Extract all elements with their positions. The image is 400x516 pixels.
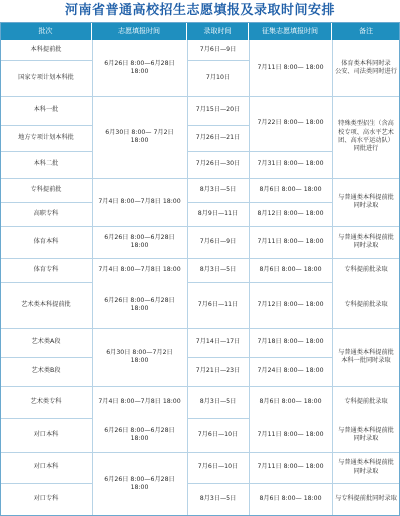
fill-time-cell: 6月30日 8:00—7月2日 18:00	[106, 348, 173, 364]
batch-cell: 体育本科	[33, 237, 59, 245]
fill-time-cell: 6月26日 8:00—6月28日 18:00	[104, 475, 175, 491]
batch-cell: 本科二批	[33, 160, 59, 168]
batch-cell: 对口本科	[33, 463, 59, 471]
admit-time-cell: 8月9日—11日	[197, 209, 239, 217]
supplement-time-cell: 7月18日 8:00— 18:00	[257, 338, 324, 346]
remark-cell: 与普通类本科提前批 同时录取	[338, 233, 394, 249]
remark-cell: 与普通类本科提前批 同时录取	[338, 459, 394, 475]
supplement-time-cell: 7月22日 8:00— 18:00	[257, 119, 324, 127]
remark-cell: 专科提前批录取	[344, 265, 388, 273]
batch-cell: 本科提前批	[30, 45, 62, 53]
supplement-time-cell: 8月12日 8:00— 18:00	[257, 209, 324, 217]
admit-time-cell: 7月6日—9日	[199, 45, 237, 53]
admit-time-cell: 7月6日—11日	[197, 300, 239, 308]
header-batch: 批次	[0, 22, 92, 40]
remark-cell: 专科提前批录取	[344, 300, 388, 308]
batch-cell: 对口专科	[33, 495, 59, 503]
supplement-time-cell: 8月6日 8:00— 18:00	[259, 185, 322, 193]
supplement-time-cell: 7月24日 8:00— 18:00	[257, 367, 324, 375]
batch-cell: 艺术类B段	[31, 367, 61, 375]
fill-time-cell: 6月30日 8:00— 7月2日 18:00	[105, 128, 174, 144]
admit-time-cell: 8月3日—5日	[199, 495, 237, 503]
fill-time-cell: 7月4日 8:00—7月8日 18:00	[98, 197, 181, 205]
remark-cell: 专科提前批录取	[344, 397, 388, 405]
admit-time-cell: 7月10日	[205, 73, 231, 81]
admit-time-cell: 7月15日—20日	[195, 106, 241, 114]
batch-cell: 本科一批	[33, 106, 59, 114]
supplement-time-cell: 8月6日 8:00— 18:00	[259, 397, 322, 405]
remark-cell: 与专科提前批同时录取	[335, 495, 397, 503]
admit-time-cell: 8月3日—5日	[199, 185, 237, 193]
supplement-time-cell: 7月11日 8:00— 18:00	[257, 463, 324, 471]
supplement-time-cell: 7月12日 8:00— 18:00	[257, 300, 324, 308]
remark-cell: 与普通类本科提前批 本科一批同时录取	[338, 348, 394, 364]
header-admit-time: 录取时间	[187, 22, 249, 40]
admit-time-cell: 7月14日—17日	[195, 338, 241, 346]
page-title: 河南省普通高校招生志愿填报及录取时间安排	[64, 3, 335, 18]
batch-cell: 艺术类专科	[30, 397, 62, 405]
batch-cell: 地方专项计划本科批	[18, 133, 74, 141]
remark-cell: 特殊类型招生（含高 校专项、高水平艺术 团、高水平运动队） 同批进行	[338, 120, 394, 153]
fill-time-cell: 6月26日 8:00—6月28日 18:00	[104, 59, 175, 75]
remark-cell: 与普通类本科提前批 同时录取	[338, 426, 394, 442]
remark-cell: 体育类本科同时录 公安、司法类同时进行	[335, 59, 397, 75]
fill-time-cell: 6月26日 8:00—6月28日 18:00	[104, 296, 175, 312]
batch-cell: 体育专科	[33, 265, 59, 273]
supplement-time-cell: 8月6日 8:00— 18:00	[259, 495, 322, 503]
admit-time-cell: 7月21日—23日	[195, 367, 241, 375]
fill-time-cell: 6月26日 8:00—6月28日 18:00	[104, 233, 175, 249]
batch-cell: 高职专科	[33, 209, 59, 217]
header-remark: 备注	[332, 22, 400, 40]
fill-time-cell: 7月4日 8:00—7月8日 18:00	[98, 265, 181, 273]
supplement-time-cell: 7月11日 8:00— 18:00	[257, 430, 324, 438]
header-fill-time: 志愿填报时间	[92, 22, 187, 40]
admit-time-cell: 8月3日—5日	[199, 265, 237, 273]
remark-cell: 与普通类本科提前批 同时录取	[338, 193, 394, 209]
supplement-time-cell: 8月6日 8:00— 18:00	[259, 265, 322, 273]
batch-cell: 专科提前批	[30, 185, 62, 193]
batch-cell: 艺术类A段	[31, 338, 61, 346]
batch-cell: 国家专项计划本科批	[18, 73, 74, 81]
supplement-time-cell: 7月11日 8:00— 18:00	[257, 237, 324, 245]
admit-time-cell: 8月3日—5日	[199, 397, 237, 405]
batch-cell: 对口本科	[33, 430, 59, 438]
fill-time-cell: 6月26日 8:00—6月28日 18:00	[104, 426, 175, 442]
header-supplement-time: 征集志愿填报时间	[249, 22, 332, 40]
admit-time-cell: 7月6日—10日	[197, 463, 239, 471]
admit-time-cell: 7月26日—21日	[195, 133, 241, 141]
admit-time-cell: 7月6日—9日	[199, 237, 237, 245]
batch-cell: 艺术类本科提前批	[21, 300, 71, 308]
admit-time-cell: 7月26日—30日	[195, 160, 241, 168]
schedule-table	[0, 22, 400, 516]
supplement-time-cell: 7月11日 8:00— 18:00	[257, 63, 324, 71]
fill-time-cell: 7月4日 8:00—7月8日 18:00	[98, 397, 181, 405]
admit-time-cell: 7月6日—10日	[197, 430, 239, 438]
supplement-time-cell: 7月31日 8:00— 18:00	[257, 160, 324, 168]
